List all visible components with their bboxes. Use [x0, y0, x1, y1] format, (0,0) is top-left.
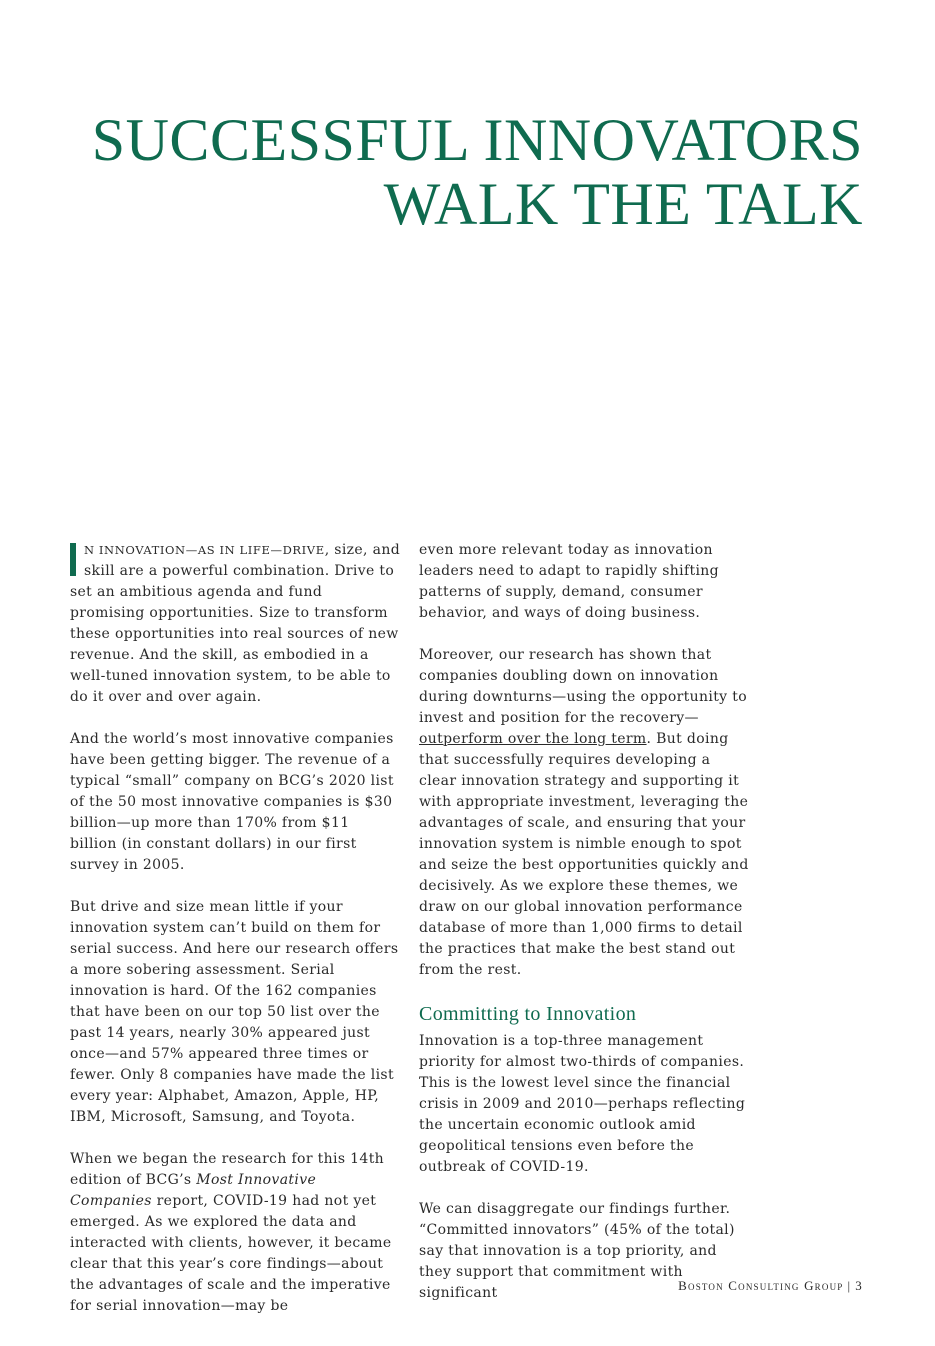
page-title — [92, 108, 863, 236]
paragraph-research-text-a: When we began the research for this 14th edition of BCG’s — [70, 1151, 385, 1188]
paragraph-research-text-b: report, COVID-19 had not yet emerged. As we explored the data and interacted with clients, however, it became clear that this year’s core findings—about the advantages of scale and the imperative for serial innovation—may be — [70, 1193, 392, 1314]
drop-cap-bar — [70, 543, 76, 576]
paragraph-relevance: even more relevant today as innovation leaders need to adapt to rapidly shifting patterns of supply, demand, consumer behavior, and ways of doing business. — [419, 542, 719, 621]
title-line-2: WALK THE TALK — [383, 171, 863, 237]
paragraph-company-size: And the world’s most innovative companies have been getting bigger. The revenue of a typical “small” company on BCG’s 2020 list of the 50 most innovative companies is $30 billion—up more than 170% from $11 billion (in constant dollars) in our first survey in 2005. — [70, 731, 394, 873]
section-heading: Committing to Innovation — [419, 1003, 637, 1025]
page-number: 3 — [855, 1278, 863, 1293]
paragraph-serial-innovation: But drive and size mean little if your innovation system can’t build on them for serial success. And here our research offers a more sobering assessment. Serial innovation is hard. Of the 162 companies that have been on our top 50 list over the past 14 years, nearly 30% appeared just once—and 57% appeared three times or fewer. Only 8 companies have made the list every year: Alphabet, Amazon, Apple, HP, IBM, Microsoft, Samsung, and Toyota. — [70, 899, 399, 1125]
lead-paragraph-text: , size, and skill are a powerful combination. Drive to set an ambitious agenda and fund promising opportunities. Size to transform these opportunities into real sources of new revenue. And the skill, as embodied in a well-tuned innovation system, to be able to do it over and over again. — [70, 542, 401, 705]
left-column — [70, 540, 400, 1338]
paragraph-committed-innovators: We can disaggregate our findings further. “Committed innovators” (45% of the total) say that innovation is a top priority, and they support that commitment with significant — [419, 1201, 735, 1301]
outperform-link[interactable]: outperform over the long term — [419, 731, 647, 747]
page-footer — [678, 1278, 863, 1294]
paragraph-downturns-text-a: Moreover, our research has shown that companies doubling down on innovation during downturns—using the opportunity to invest and position for the recovery— — [419, 647, 747, 726]
paragraph-downturns-text-b: . But doing that successfully requires developing a clear innovation strategy and supporting it with appropriate investment, leveraging the advantages of scale, and ensuring that your innovation system is nimble enough to spot and seize the best opportunities quickly and decisively. As we explore these themes, we draw on our global innovation performance database of more than 1,000 firms to detail the practices that make the best stand out from the rest. — [419, 731, 749, 978]
right-column — [419, 540, 749, 1304]
publisher-name: Boston Consulting Group — [678, 1278, 844, 1293]
paragraph-research-covid — [70, 1149, 400, 1317]
footer-separator: | — [847, 1278, 852, 1293]
report-title-italic: Most Innovative Companies — [70, 1172, 317, 1209]
paragraph-downturns — [419, 645, 749, 981]
lead-smallcaps: N INNOVATION—AS IN LIFE—DRIVE — [84, 543, 325, 557]
paragraph-priority: Innovation is a top-three management priority for almost two-thirds of companies. This is the lowest level since the financial crisis in 2009 and 2010—perhaps reflecting the uncertain economic outlook amid geopolitical tensions even before the outbreak of COVID-19. — [419, 1033, 746, 1175]
title-line-1: SUCCESSFUL INNOVATORS — [91, 107, 863, 173]
lead-paragraph — [70, 540, 400, 708]
